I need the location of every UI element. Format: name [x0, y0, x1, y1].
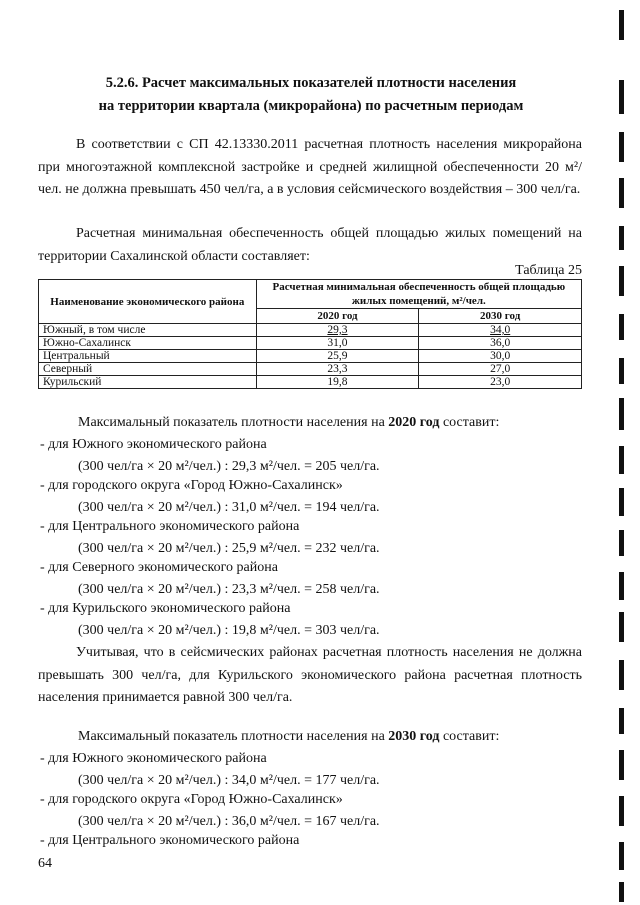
list-item-label: - для Южного экономического района [40, 437, 267, 452]
scan-edge-mark [619, 226, 624, 250]
page-number: 64 [38, 856, 52, 871]
row-region-name: Центральный [39, 350, 257, 363]
list-item-formula: (300 чел/га × 20 м²/чел.) : 29,3 м²/чел. = 205 чел/га. [78, 459, 380, 474]
row-value-2030: 34,0 [490, 324, 511, 336]
scan-edge-mark [619, 612, 624, 642]
list-item-label: - для Центрального экономического района [40, 519, 300, 534]
row-region-name: Южный, в том числе [39, 324, 257, 337]
scan-edge-mark [619, 314, 624, 340]
paragraph-seismic-note: Учитывая, что в сейсмических районах расчетная плотность населения не должна превышать 300 чел/га, для Курильского экономического района расчетная плотность населения принимается равной 300 чел/га. [38, 645, 582, 705]
row-value-2020: 19,8 [256, 376, 419, 389]
scan-edge-mark [619, 572, 624, 600]
list-item-label: - для городского округа «Город Южно-Сахалинск» [40, 478, 343, 493]
row-value-2030: 36,0 [419, 337, 582, 350]
list-item-formula: (300 чел/га × 20 м²/чел.) : 31,0 м²/чел. = 194 чел/га. [78, 500, 380, 515]
intro-2030-suffix: составит: [439, 729, 500, 744]
list-item-label: - для городского округа «Город Южно-Сахалинск» [40, 792, 343, 807]
section-heading-line-2: на территории квартала (микрорайона) по расчетным периодам [98, 98, 524, 114]
scan-edge-mark [619, 842, 624, 870]
intro-2020-year: 2020 год [388, 415, 440, 430]
list-item-label: - для Южного экономического района [40, 751, 267, 766]
row-value-2030: 23,0 [419, 376, 582, 389]
header-year-2020: 2020 год [256, 309, 419, 324]
scan-edge-mark [619, 398, 624, 430]
table-row [39, 337, 582, 350]
intro-2020 [78, 415, 499, 431]
list-item-formula: (300 чел/га × 20 м²/чел.) : 36,0 м²/чел. = 167 чел/га. [78, 814, 380, 829]
list-item-formula: (300 чел/га × 20 м²/чел.) : 25,9 м²/чел. = 232 чел/га. [78, 541, 380, 556]
intro-2030-prefix: Максимальный показатель плотности населения на [78, 729, 389, 744]
row-region-name: Северный [39, 363, 257, 376]
section-heading-line-1: 5.2.6. Расчет максимальных показателей плотности населения [105, 75, 517, 91]
table-header-row [39, 280, 582, 309]
intro-2030-year: 2030 год [388, 729, 440, 744]
table-caption: Таблица 25 [515, 263, 582, 278]
list-item-label: - для Северного экономического района [40, 560, 278, 575]
paragraph-min-provision: Расчетная минимальная обеспеченность общей площадью жилых помещений на территории Сахалинской области составляет: [38, 226, 582, 264]
intro-2030 [78, 729, 499, 745]
row-value-2030: 30,0 [419, 350, 582, 363]
list-item-label: - для Курильского экономического района [40, 601, 291, 616]
table-row [39, 350, 582, 363]
intro-2020-prefix: Максимальный показатель плотности населения на [78, 415, 389, 430]
header-provision-group: Расчетная минимальная обеспеченность общей площадью жилых помещений, м²/чел. [256, 280, 581, 309]
row-region-name: Курильский [39, 376, 257, 389]
scan-edge-mark [619, 750, 624, 780]
row-value-2020: 23,3 [256, 363, 419, 376]
paragraph-standard-density: В соответствии с СП 42.13330.2011 расчетная плотность населения микрорайона при многоэтажной комплексной застройке и средней жилищной обеспеченности 20 м²/чел. не должна превышать 450 чел/га, а в условия сейсмического воздействия – 300 чел/га. [38, 137, 582, 197]
header-region-name: Наименование экономического района [39, 280, 257, 324]
list-item-formula: (300 чел/га × 20 м²/чел.) : 23,3 м²/чел. = 258 чел/га. [78, 582, 380, 597]
list-item-formula: (300 чел/га × 20 м²/чел.) : 34,0 м²/чел. = 177 чел/га. [78, 773, 380, 788]
scan-edge-mark [619, 530, 624, 556]
scan-edge-mark [619, 446, 624, 474]
list-item-label: - для Центрального экономического района [40, 833, 300, 848]
scan-edge-mark [619, 10, 624, 40]
scan-edge-mark [619, 882, 624, 902]
scan-edge-mark [619, 178, 624, 208]
list-item-formula: (300 чел/га × 20 м²/чел.) : 19,8 м²/чел. = 303 чел/га. [78, 623, 380, 638]
intro-2020-suffix: составит: [439, 415, 500, 430]
row-value-2020: 25,9 [256, 350, 419, 363]
scan-edge-mark [619, 488, 624, 516]
row-region-name: Южно-Сахалинск [39, 337, 257, 350]
row-value-2020: 29,3 [327, 324, 348, 336]
scan-edge-mark [619, 266, 624, 296]
table-row [39, 363, 582, 376]
scan-edge-mark [619, 132, 624, 162]
scan-edge-mark [619, 708, 624, 734]
table-row [39, 376, 582, 389]
provision-table [38, 279, 582, 389]
scan-edge-mark [619, 796, 624, 826]
table-row [39, 324, 582, 337]
header-year-2030: 2030 год [419, 309, 582, 324]
scan-edge-mark [619, 358, 624, 384]
scan-edge-mark [619, 660, 624, 690]
scan-edge-mark [619, 80, 624, 114]
row-value-2030: 27,0 [419, 363, 582, 376]
row-value-2020: 31,0 [256, 337, 419, 350]
